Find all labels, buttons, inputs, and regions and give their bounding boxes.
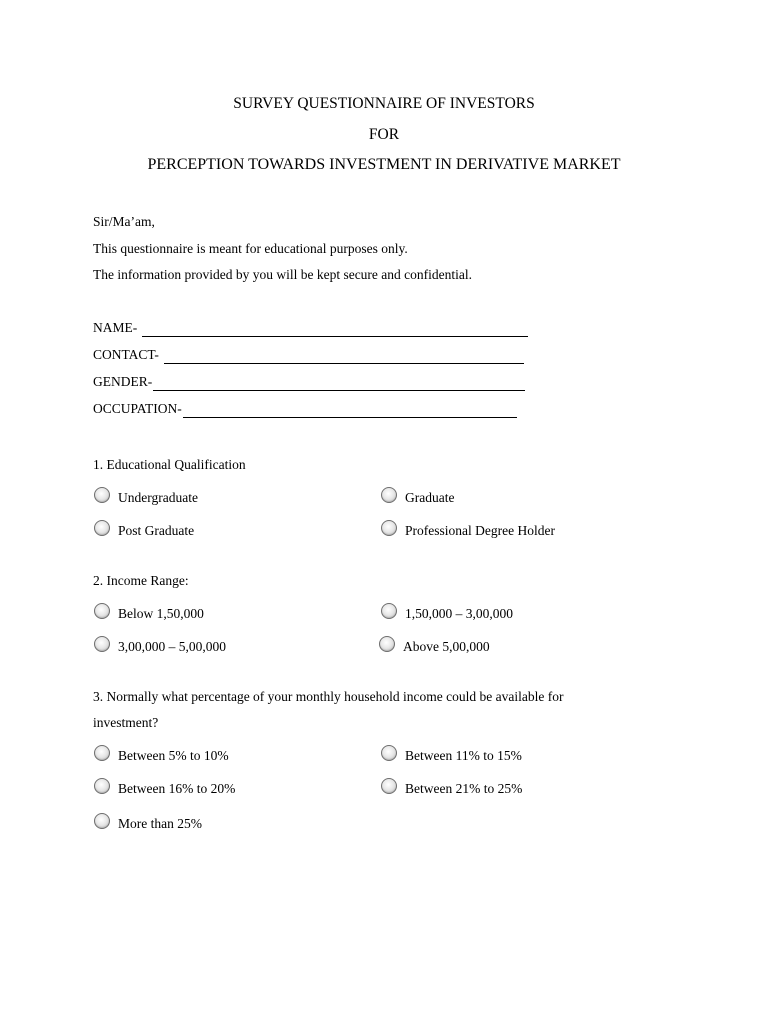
option-undergraduate[interactable] [94, 489, 198, 507]
radio-button-icon[interactable] [94, 813, 110, 829]
gender-label: GENDER- [93, 374, 153, 389]
option-label: Undergraduate [118, 490, 198, 505]
radio-button-icon[interactable] [381, 520, 397, 536]
option-label: Between 5% to 10% [118, 748, 229, 763]
option-11-15-percent[interactable] [381, 747, 522, 765]
radio-button-icon[interactable] [94, 636, 110, 652]
survey-title-for: FOR [368, 126, 400, 143]
option-label: Professional Degree Holder [405, 523, 555, 538]
option-more-than-25-percent[interactable] [94, 815, 202, 833]
question-3-continued: investment? [93, 715, 159, 730]
radio-button-icon[interactable] [94, 520, 110, 536]
intro-confidentiality: The information provided by you will be kept secure and confidential. [93, 267, 473, 282]
option-16-20-percent[interactable] [94, 780, 235, 798]
radio-button-icon[interactable] [381, 603, 397, 619]
option-label: 3,00,000 – 5,00,000 [118, 639, 226, 654]
contact-label: CONTACT- [93, 347, 159, 362]
gender-line[interactable] [153, 377, 525, 391]
radio-button-icon[interactable] [379, 636, 395, 652]
radio-button-icon[interactable] [381, 745, 397, 761]
intro-purpose: This questionnaire is meant for educational purposes only. [93, 241, 408, 256]
option-above-500000[interactable] [379, 638, 490, 656]
radio-button-icon[interactable] [381, 487, 397, 503]
option-label: Above 5,00,000 [403, 639, 490, 654]
survey-title: SURVEY QUESTIONNAIRE OF INVESTORS [233, 95, 535, 112]
option-label: Below 1,50,000 [118, 606, 204, 621]
contact-field[interactable] [93, 346, 524, 364]
option-300000-500000[interactable] [94, 638, 226, 656]
option-150000-300000[interactable] [381, 605, 513, 623]
option-graduate[interactable] [381, 489, 454, 507]
name-label: NAME- [93, 320, 138, 335]
name-field[interactable] [93, 319, 528, 337]
radio-button-icon[interactable] [94, 487, 110, 503]
radio-button-icon[interactable] [94, 603, 110, 619]
salutation: Sir/Ma’am, [93, 214, 155, 229]
occupation-label: OCCUPATION- [93, 401, 182, 416]
option-label: More than 25% [118, 816, 202, 831]
option-21-25-percent[interactable] [381, 780, 522, 798]
option-label: Between 21% to 25% [405, 781, 523, 796]
option-below-150000[interactable] [94, 605, 204, 623]
question-2: 2. Income Range: [93, 573, 189, 588]
question-3: 3. Normally what percentage of your monthly household income could be available for [93, 689, 564, 704]
option-label: Graduate [405, 490, 455, 505]
survey-subtitle: PERCEPTION TOWARDS INVESTMENT IN DERIVATIVE MARKET [147, 156, 621, 173]
occupation-field[interactable] [93, 400, 517, 418]
contact-line[interactable] [164, 350, 524, 364]
occupation-line[interactable] [183, 404, 517, 418]
option-label: Post Graduate [118, 523, 195, 538]
gender-field[interactable] [93, 373, 525, 391]
radio-button-icon[interactable] [94, 778, 110, 794]
radio-button-icon[interactable] [94, 745, 110, 761]
option-label: Between 16% to 20% [118, 781, 236, 796]
name-line[interactable] [142, 323, 528, 337]
option-5-10-percent[interactable] [94, 747, 229, 765]
radio-button-icon[interactable] [381, 778, 397, 794]
option-post-graduate[interactable] [94, 522, 194, 540]
option-label: Between 11% to 15% [405, 748, 522, 763]
option-professional-degree[interactable] [381, 522, 555, 540]
option-label: 1,50,000 – 3,00,000 [405, 606, 513, 621]
question-1: 1. Educational Qualification [93, 457, 246, 472]
